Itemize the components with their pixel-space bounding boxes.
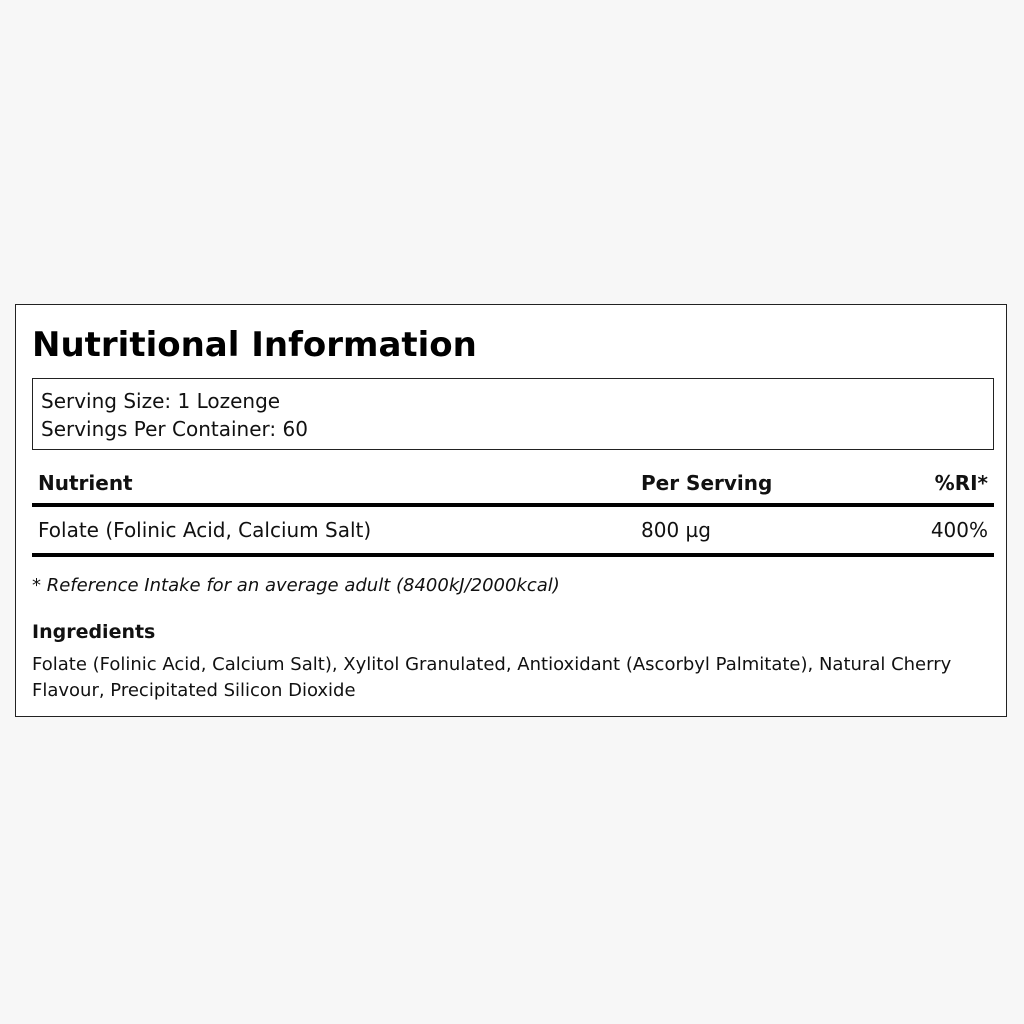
table-row [32,507,994,557]
servings-per-container: Servings Per Container: 60 [41,417,308,441]
row-ri: 400% [930,518,988,542]
row-nutrient: Folate (Folinic Acid, Calcium Salt) [38,518,372,542]
reference-intake-footnote: * Reference Intake for an average adult (8400kJ/2000kcal) [32,575,560,596]
header-per-serving: Per Serving [641,471,773,495]
header-ri: %RI* [934,471,988,495]
serving-info-box [32,378,994,450]
table-header-row [32,465,994,507]
ingredients-heading: Ingredients [32,621,156,643]
page-title: Nutritional Information [32,325,477,365]
nutrition-panel [15,304,1007,717]
row-per-serving: 800 µg [641,518,711,542]
ingredients-list: Folate (Folinic Acid, Calcium Salt), Xylitol Granulated, Antioxidant (Ascorbyl Palmitate), Natural Cherry Flavour, Precipitated Silicon Dioxide [32,654,952,701]
header-nutrient: Nutrient [38,471,133,495]
serving-size: Serving Size: 1 Lozenge [41,389,281,413]
nutrient-table [32,465,994,557]
